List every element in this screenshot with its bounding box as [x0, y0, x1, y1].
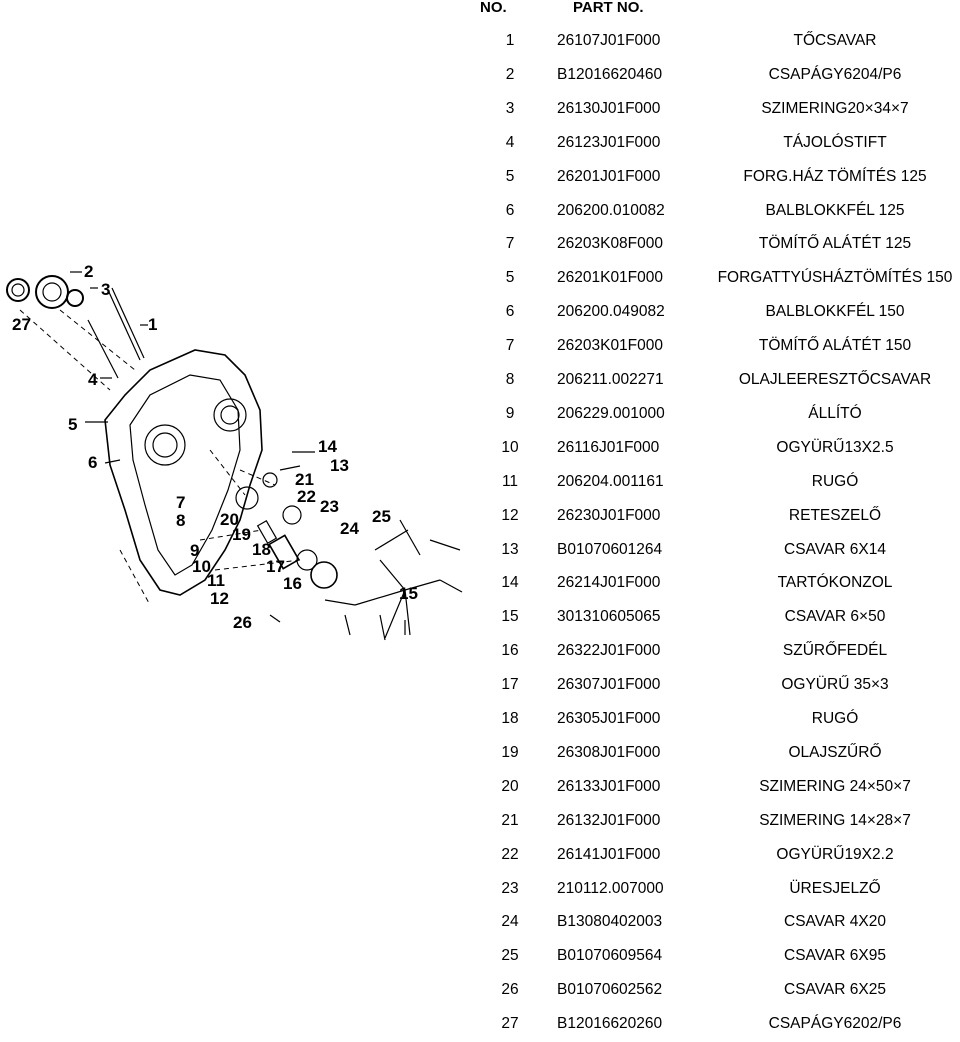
callout-15: 15 — [399, 584, 418, 603]
callout-labels — [12, 262, 418, 632]
row-part-name: RUGÓ — [811, 472, 859, 490]
table-row — [0, 161, 960, 195]
callout-13: 13 — [330, 456, 349, 475]
row-part-name: BALBLOKKFÉL 150 — [765, 303, 905, 321]
row-no: 6 — [505, 303, 515, 321]
row-part-no: 206200.010082 — [557, 201, 665, 219]
row-no: 6 — [505, 201, 515, 219]
row-no: 24 — [501, 913, 519, 931]
row-part-no: 26132J01F000 — [557, 811, 661, 829]
callout-27: 27 — [12, 315, 31, 334]
row-part-no: B01070609564 — [557, 947, 663, 965]
table-row — [0, 974, 960, 1008]
row-part-name: OGYÜRŰ19X2.2 — [776, 845, 894, 863]
callout-8: 8 — [176, 511, 186, 530]
table-row — [0, 940, 960, 974]
row-part-no: 26305J01F000 — [557, 710, 661, 727]
row-part-no: 26130J01F000 — [557, 99, 661, 117]
callout-9: 9 — [190, 541, 200, 560]
row-part-name: TÁJOLÓSTIFT — [783, 133, 887, 151]
crankcase-outline — [105, 350, 262, 595]
row-part-no: 26322J01F000 — [557, 642, 661, 660]
table-row — [0, 1008, 960, 1042]
callout-11: 11 — [207, 571, 225, 590]
row-part-no: 26201K01F000 — [557, 269, 664, 287]
callout-16: 16 — [283, 574, 302, 593]
callout-19: 19 — [232, 525, 251, 544]
row-no: 10 — [501, 438, 519, 456]
exploded-parts-diagram — [0, 250, 480, 670]
callout-22: 22 — [297, 487, 316, 506]
row-part-no: 26116J01F000 — [557, 438, 660, 456]
table-row — [0, 669, 960, 703]
row-part-name: TARTÓKONZOL — [777, 574, 893, 592]
row-part-no: 26133J01F000 — [557, 777, 661, 795]
callout-14: 14 — [318, 437, 337, 456]
row-no: 9 — [505, 404, 515, 422]
row-part-name: CSAVAR 6X95 — [784, 947, 886, 965]
table-row — [0, 771, 960, 805]
row-no: 27 — [501, 1015, 519, 1033]
crankcase-bearing-bore — [214, 399, 246, 431]
row-no: 18 — [501, 710, 519, 727]
row-part-name: TÖMÍTŐ ALÁTÉT 150 — [758, 337, 912, 355]
row-part-name: OGYÜRŰ 35×3 — [781, 676, 889, 694]
row-part-no: B12016620460 — [557, 65, 663, 83]
callout-25: 25 — [372, 507, 391, 526]
row-no: 16 — [501, 642, 519, 660]
row-no: 20 — [501, 777, 519, 795]
row-part-name: BALBLOKKFÉL 125 — [765, 201, 905, 219]
table-row — [0, 737, 960, 771]
callout-21: 21 — [295, 470, 314, 489]
row-no: 26 — [501, 981, 519, 999]
row-part-name: CSAPÁGY6204/P6 — [768, 65, 902, 83]
row-part-no: B01070601264 — [557, 540, 663, 558]
filter-cover — [311, 562, 337, 588]
table-row — [0, 839, 960, 873]
row-part-name: FORG.HÁZ TÖMÍTÉS 125 — [743, 167, 927, 185]
row-no: 22 — [501, 845, 519, 863]
table-row — [0, 59, 960, 93]
row-part-name: CSAVAR 6×50 — [784, 608, 886, 626]
row-part-no: 26203K01F000 — [557, 337, 664, 355]
row-no: 3 — [505, 99, 515, 117]
row-part-name: RETESZELŐ — [788, 506, 882, 524]
bearing-6204 — [36, 276, 68, 308]
row-part-no: 206204.001161 — [557, 472, 664, 490]
crankcase-inner-wall — [130, 375, 240, 575]
callout-2: 2 — [84, 262, 94, 281]
table-row — [0, 805, 960, 839]
row-no: 5 — [505, 167, 515, 185]
row-part-name: CSAPÁGY6202/P6 — [768, 1015, 902, 1033]
row-part-name: OLAJLEERESZTŐCSAVAR — [738, 371, 932, 388]
row-no: 15 — [501, 608, 519, 626]
callout-24: 24 — [340, 519, 359, 538]
callout-12: 12 — [210, 589, 229, 608]
row-part-name: TÖMÍTŐ ALÁTÉT 125 — [758, 235, 912, 253]
row-part-name: SZIMERING 24×50×7 — [759, 777, 911, 795]
row-no: 19 — [501, 743, 519, 761]
callout-7: 7 — [176, 493, 186, 512]
row-part-no: 26307J01F000 — [557, 676, 661, 694]
row-part-no: 26308J01F000 — [557, 743, 661, 761]
bolt-6x95 — [375, 530, 408, 550]
row-no: 21 — [501, 811, 519, 829]
row-part-no: 301310605065 — [557, 608, 661, 626]
row-no: 7 — [505, 337, 515, 355]
stud-bolt — [108, 290, 140, 360]
row-part-no: 26214J01F000 — [557, 574, 661, 592]
callout-4: 4 — [88, 370, 98, 389]
row-part-no: 26230J01F000 — [557, 506, 661, 524]
row-part-no: 26141J01F000 — [557, 845, 661, 863]
row-no: 25 — [501, 947, 519, 965]
row-part-name: CSAVAR 6X14 — [784, 540, 886, 558]
row-part-name: OLAJSZŰRŐ — [788, 743, 882, 761]
row-no: 1 — [505, 32, 515, 49]
callout-17: 17 — [266, 557, 285, 576]
row-no: 12 — [501, 506, 519, 524]
table-row — [0, 906, 960, 940]
row-part-no: 206229.001000 — [557, 404, 665, 422]
row-part-no: 206211.002271 — [557, 371, 664, 388]
row-part-no: B13080402003 — [557, 913, 663, 931]
table-row — [0, 25, 960, 59]
row-part-no: 26203K08F000 — [557, 235, 664, 253]
row-no: 5 — [505, 269, 515, 287]
callout-26: 26 — [233, 613, 252, 632]
row-no: 8 — [505, 371, 515, 388]
column-header-no: NO. — [480, 0, 507, 16]
row-no: 4 — [505, 133, 515, 151]
row-part-no: 206200.049082 — [557, 303, 665, 321]
table-row — [0, 195, 960, 229]
row-part-name: ÁLLÍTÓ — [808, 404, 862, 422]
callout-23: 23 — [320, 497, 339, 516]
callout-10: 10 — [192, 557, 211, 576]
table-row — [0, 873, 960, 907]
row-no: 11 — [501, 472, 519, 490]
row-part-name: RUGÓ — [811, 710, 859, 727]
row-part-name: TŐCSAVAR — [793, 32, 877, 49]
oil-seal-20x34x7 — [67, 290, 83, 306]
row-part-no: B12016620260 — [557, 1015, 663, 1033]
callout-3: 3 — [101, 280, 111, 299]
table-row — [0, 703, 960, 737]
row-part-name: FORGATTYÚSHÁZTÖMÍTÉS 150 — [717, 269, 953, 287]
row-part-no: 210112.007000 — [557, 879, 664, 897]
row-no: 13 — [501, 540, 519, 558]
table-row — [0, 127, 960, 161]
table-row — [0, 93, 960, 127]
callout-6: 6 — [88, 453, 98, 472]
row-no: 17 — [501, 676, 519, 694]
row-no: 23 — [501, 879, 519, 897]
row-part-no: 26107J01F000 — [557, 32, 661, 49]
callout-20: 20 — [220, 510, 239, 529]
row-part-no: B01070602562 — [557, 981, 663, 999]
row-part-name: CSAVAR 4X20 — [784, 913, 886, 931]
row-part-no: 26201J01F000 — [557, 167, 661, 185]
callout-5: 5 — [68, 415, 78, 434]
callout-18: 18 — [252, 540, 271, 559]
row-part-name: CSAVAR 6X25 — [784, 981, 886, 999]
row-part-name: ÜRESJELZŐ — [789, 879, 881, 897]
callout-1: 1 — [148, 315, 158, 334]
row-part-name: SZIMERING20×34×7 — [761, 99, 909, 117]
bearing-6202 — [7, 279, 29, 301]
o-ring-19x2-2 — [283, 506, 301, 524]
column-header-part-no: PART NO. — [573, 0, 644, 16]
row-part-name: SZIMERING 14×28×7 — [759, 811, 911, 829]
crankcase-oil-bore — [145, 425, 185, 465]
row-part-name: SZŰRŐFEDÉL — [782, 642, 888, 660]
row-no: 7 — [505, 235, 515, 253]
row-part-name: OGYÜRŰ13X2.5 — [776, 438, 894, 456]
row-no: 2 — [505, 65, 515, 83]
row-part-no: 26123J01F000 — [557, 133, 661, 151]
row-no: 14 — [501, 574, 519, 592]
